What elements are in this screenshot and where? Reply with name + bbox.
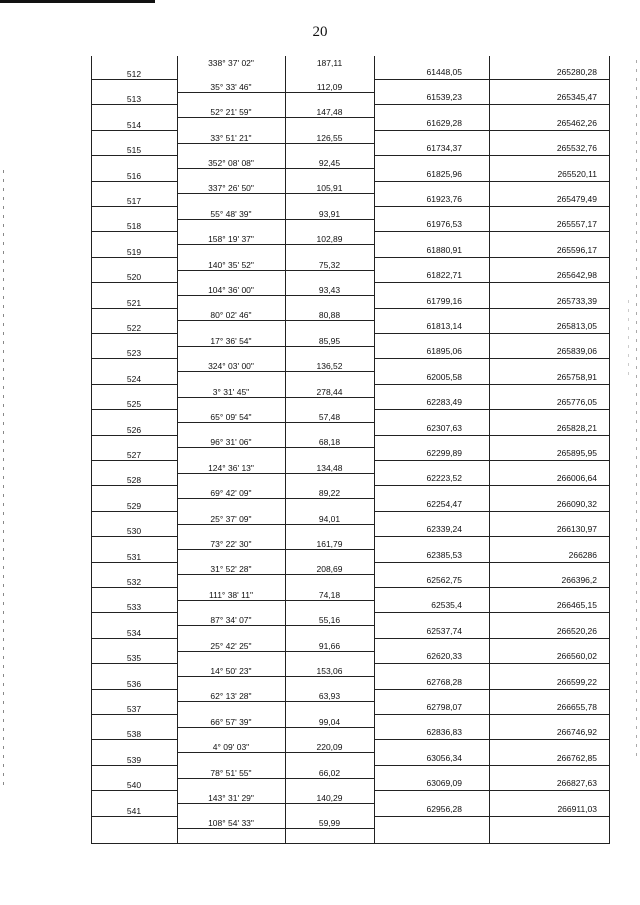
point-number: 534 [126,627,142,638]
segment-row-rule [177,244,374,245]
segment-angle: 25° 42' 25" [210,640,252,651]
segment-row-rule [177,727,374,728]
point-row-rule [374,79,610,80]
point-row-rule [91,485,177,486]
point-row-rule [91,155,177,156]
point-row-rule [91,714,177,715]
point-row-rule [91,282,177,283]
coord-x: 62223,52 [426,473,462,484]
segment-row-rule [177,219,374,220]
point-number: 535 [126,653,142,664]
segment-angle: 124° 36' 13" [208,462,254,473]
coord-x: 62283,49 [426,397,462,408]
point-row-rule [91,689,177,690]
point-row-rule [374,511,610,512]
segment-length: 91,66 [318,640,341,651]
segment-angle: 337° 26' 50" [208,183,254,194]
point-row-rule [91,739,177,740]
segment-length: 161,79 [316,538,343,549]
point-number: 515 [126,145,142,156]
coord-y: 266560,02 [556,651,597,662]
point-row-rule [374,206,610,207]
point-row-rule [374,409,610,410]
segment-angle: 14° 50' 23" [210,665,252,676]
point-row-rule [91,536,177,537]
point-row-rule [91,308,177,309]
point-number: 522 [126,323,142,333]
coord-x: 62836,83 [426,727,462,738]
segment-row-rule [177,371,374,372]
segment-row-rule [177,676,374,677]
point-number: 528 [126,475,142,486]
coord-x: 62620,33 [426,651,462,662]
coord-y: 265839,06 [556,346,597,357]
point-number: 513 [126,94,142,105]
segment-angle: 108° 54' 33" [208,818,254,829]
coord-x: 61629,28 [426,117,462,128]
coord-x: 61822,71 [426,270,462,281]
point-number: 536 [126,678,142,689]
coord-y: 265280,28 [556,67,597,77]
segment-angle: 111° 38' 11" [209,589,253,600]
point-row-rule [91,384,177,385]
point-row-rule [374,282,610,283]
point-row-rule [91,562,177,563]
segment-row-rule [177,168,374,169]
scan-edge-artifact [628,300,629,380]
table-bottom-rule [91,843,610,844]
point-row-rule [91,612,177,613]
segment-length: 147,48 [316,107,343,118]
coord-y: 265557,17 [556,219,597,230]
segment-angle: 52° 21' 59" [210,107,252,118]
coord-x: 61825,96 [426,168,462,179]
segment-length: 75,32 [318,259,341,270]
coord-x: 61448,05 [426,67,462,77]
point-row-rule [374,765,610,766]
segment-length: 94,01 [318,513,341,524]
segment-angle: 140° 35' 52" [208,259,254,270]
point-row-rule [91,104,177,105]
segment-length: 63,93 [318,691,341,702]
point-row-rule [91,460,177,461]
coord-y: 266762,85 [556,752,597,763]
segment-row-rule [177,473,374,474]
segment-row-rule [177,346,374,347]
coord-x: 61799,16 [426,295,462,306]
point-row-rule [91,587,177,588]
segment-row-rule [177,270,374,271]
segment-length: 74,18 [318,589,341,600]
segment-row-rule [177,524,374,525]
point-number: 530 [126,526,142,537]
coordinates-table [91,56,610,844]
segment-row-rule [177,498,374,499]
coord-x: 61813,14 [426,321,462,331]
point-row-rule [374,333,610,334]
segment-row-rule [177,600,374,601]
point-number: 537 [126,704,142,714]
segment-angle: 25° 37' 09" [210,513,252,524]
coord-y: 265596,17 [556,244,597,255]
segment-angle: 80° 02' 46" [210,310,252,321]
point-number: 517 [126,196,142,206]
segment-row-rule [177,549,374,550]
point-row-rule [374,739,610,740]
coord-x: 63056,34 [426,752,462,763]
coord-y: 266286 [568,549,597,560]
coord-x: 62005,58 [426,371,462,382]
segment-angle: 62° 13' 28" [210,691,252,702]
coord-x: 61539,23 [426,92,462,103]
coord-x: 61895,06 [426,346,462,357]
segment-angle: 73° 22' 30" [210,538,252,549]
point-row-rule [91,663,177,664]
segment-row-rule [177,117,374,118]
point-number: 524 [126,373,142,384]
segment-length: 208,69 [316,564,343,575]
coord-x: 62798,07 [426,702,462,712]
point-row-rule [374,663,610,664]
point-number: 526 [126,424,142,435]
segment-row-rule [177,752,374,753]
coord-y: 266827,63 [556,778,597,789]
segment-length: 89,22 [318,488,341,499]
segment-length: 66,02 [318,767,341,778]
segment-row-rule [177,193,374,194]
point-row-rule [374,587,610,588]
coord-x: 61923,76 [426,194,462,204]
segment-row-rule [177,447,374,448]
coord-y: 266465,15 [556,600,597,611]
coord-y: 265813,05 [556,321,597,331]
point-row-rule [374,130,610,131]
segment-length: 93,91 [318,208,341,219]
coord-x: 62339,24 [426,524,462,535]
scan-edge-artifact [636,60,637,760]
point-row-rule [374,104,610,105]
segment-angle: 324° 03' 00" [208,361,254,372]
point-number: 527 [126,450,142,460]
coord-x: 62299,89 [426,448,462,458]
segment-row-rule [177,422,374,423]
coord-y: 266520,26 [556,625,597,636]
segment-length: 57,48 [318,411,341,422]
point-row-rule [374,536,610,537]
point-number: 525 [126,399,142,410]
coord-x: 62562,75 [426,575,462,585]
point-row-rule [374,231,610,232]
segment-length: 134,48 [316,462,343,473]
coord-x: 62535,4 [431,600,462,611]
segment-angle: 35° 33' 46" [210,81,252,92]
segment-angle: 338° 37' 02" [208,58,254,68]
scan-top-mark [0,0,155,3]
segment-angle: 69° 42' 09" [210,488,252,499]
point-number: 532 [126,577,142,587]
segment-angle: 143° 31' 29" [208,792,254,803]
point-row-rule [374,714,610,715]
segment-angle: 104° 36' 00" [208,284,254,295]
point-number: 539 [126,754,142,765]
point-row-rule [91,79,177,80]
segment-angle: 55° 48' 39" [210,208,252,219]
coord-y: 265895,95 [556,448,597,458]
segment-row-rule [177,828,374,829]
coord-x: 61734,37 [426,143,462,154]
point-number: 518 [126,221,142,232]
segment-length: 105,91 [316,183,343,194]
point-row-rule [91,409,177,410]
point-row-rule [374,816,610,817]
point-number: 523 [126,348,142,359]
coord-y: 265532,76 [556,143,597,154]
segment-angle: 158° 19' 37" [208,234,254,245]
point-number: 531 [126,551,142,562]
coord-y: 265776,05 [556,397,597,408]
segment-length: 278,44 [316,386,343,397]
column-rule [609,56,610,844]
point-number: 540 [126,780,142,791]
point-number: 538 [126,729,142,740]
point-number: 519 [126,246,142,257]
segment-length: 140,29 [316,792,343,803]
point-row-rule [91,765,177,766]
segment-row-rule [177,803,374,804]
coord-y: 265642,98 [556,270,597,281]
segment-length: 68,18 [318,437,341,448]
point-row-rule [91,206,177,207]
segment-length: 59,99 [318,818,341,829]
coord-x: 62956,28 [426,803,462,814]
coord-y: 266130,97 [556,524,597,535]
coord-x: 62768,28 [426,676,462,687]
coord-x: 62385,53 [426,549,462,560]
segment-length: 153,06 [316,665,343,676]
point-row-rule [91,790,177,791]
point-row-rule [374,257,610,258]
segment-length: 80,88 [318,310,341,321]
point-row-rule [91,130,177,131]
coord-y: 265733,39 [556,295,597,306]
coord-y: 266911,03 [557,803,597,814]
segment-row-rule [177,143,374,144]
point-number: 541 [126,805,142,816]
segment-row-rule [177,778,374,779]
segment-length: 93,43 [318,284,341,295]
segment-angle: 66° 57' 39" [210,716,252,727]
point-row-rule [374,460,610,461]
segment-row-rule [177,651,374,652]
segment-row-rule [177,320,374,321]
point-number: 514 [126,119,142,130]
point-row-rule [91,511,177,512]
segment-row-rule [177,701,374,702]
point-row-rule [374,638,610,639]
segment-row-rule [177,574,374,575]
point-row-rule [91,181,177,182]
point-row-rule [374,384,610,385]
segment-angle: 17° 36' 54" [210,335,252,346]
point-number: 520 [126,272,142,283]
segment-length: 99,04 [318,716,341,727]
point-row-rule [91,638,177,639]
segment-angle: 352° 08' 08" [208,157,254,168]
point-row-rule [91,231,177,232]
segment-length: 55,16 [318,615,341,626]
point-number: 512 [126,69,142,79]
segment-angle: 78° 51' 55" [210,767,252,778]
point-row-rule [374,155,610,156]
point-number: 516 [126,170,142,181]
coord-y: 266746,92 [556,727,597,738]
segment-angle: 96° 31' 06" [210,437,252,448]
point-row-rule [91,358,177,359]
coord-y: 265345,47 [556,92,597,103]
segment-length: 112,09 [316,81,343,92]
point-row-rule [91,816,177,817]
coord-y: 266655,78 [556,702,597,712]
segment-angle: 4° 09' 03" [212,742,250,753]
segment-length: 102,89 [316,234,343,245]
coord-y: 265462,26 [556,117,597,128]
coord-y: 266006,64 [556,473,597,484]
point-number: 521 [126,297,142,308]
coord-y: 265520,11 [557,168,597,179]
coord-x: 62254,47 [426,498,462,509]
point-row-rule [374,790,610,791]
segment-length: 126,55 [316,132,343,143]
segment-length: 187,11 [316,58,343,68]
segment-length: 136,52 [316,361,343,372]
segment-length: 92,45 [318,157,341,168]
segment-row-rule [177,92,374,93]
point-row-rule [374,612,610,613]
point-row-rule [374,562,610,563]
coord-x: 62307,63 [426,422,462,433]
point-row-rule [374,181,610,182]
segment-angle: 31° 52' 28" [210,564,252,575]
coord-y: 266599,22 [556,676,597,687]
coord-y: 266396,2 [561,575,597,585]
segment-row-rule [177,397,374,398]
point-row-rule [91,257,177,258]
coord-y: 266090,32 [556,498,597,509]
point-row-rule [374,485,610,486]
point-row-rule [91,435,177,436]
segment-length: 220,09 [316,742,343,753]
point-row-rule [374,308,610,309]
page-number: 20 [312,24,328,40]
coord-y: 265479,49 [556,194,597,204]
point-number: 533 [126,602,142,613]
coord-y: 265828,21 [556,422,597,433]
point-row-rule [91,333,177,334]
coord-x: 61880,91 [426,244,462,255]
segment-length: 85,95 [318,335,341,346]
point-row-rule [374,689,610,690]
coord-x: 62537,74 [426,625,462,636]
segment-row-rule [177,295,374,296]
segment-angle: 3° 31' 45" [212,386,250,397]
segment-angle: 87° 34' 07" [210,615,252,626]
coord-x: 63069,09 [426,778,462,789]
coord-x: 61976,53 [426,219,462,230]
point-row-rule [374,435,610,436]
segment-angle: 33° 51' 21" [210,132,252,143]
coord-y: 265758,91 [556,371,597,382]
segment-row-rule [177,625,374,626]
segment-angle: 65° 09' 54" [210,411,252,422]
point-row-rule [374,358,610,359]
point-number: 529 [126,500,142,511]
scan-edge-artifact [3,170,4,790]
